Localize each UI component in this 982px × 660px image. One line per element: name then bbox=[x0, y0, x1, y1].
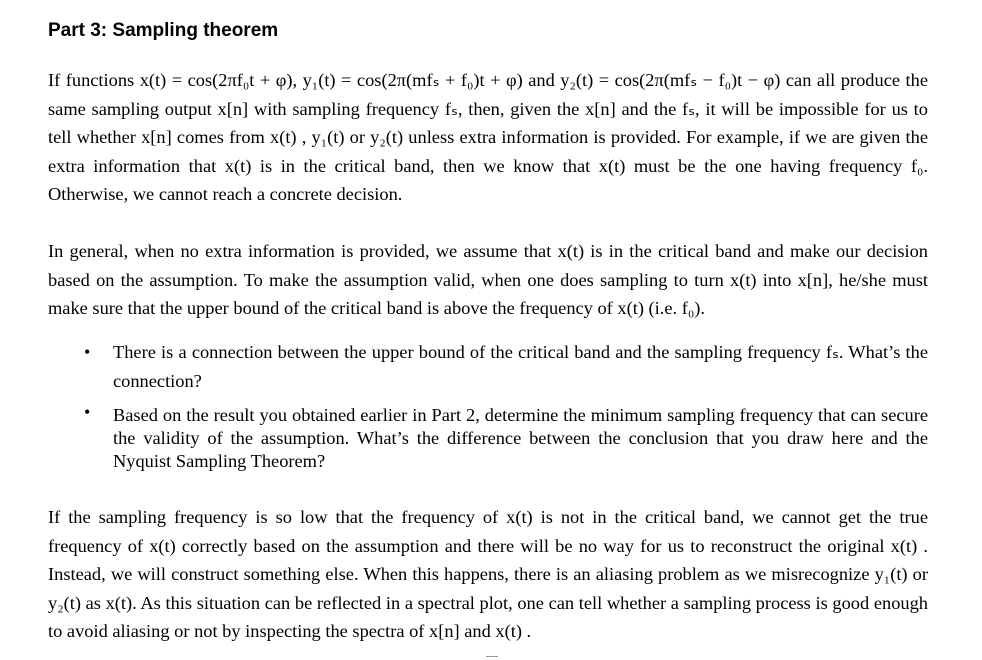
question-list bbox=[48, 338, 928, 473]
list-item bbox=[48, 404, 928, 473]
bullet-icon: • bbox=[84, 342, 91, 362]
question-text: There is a connection between the upper bound of the critical band and the sampling frequency fₛ. What’s the connection? bbox=[113, 342, 928, 391]
paragraph-critical-band-assumption: In general, when no extra information is provided, we assume that x(t) is in the critical band and make our decision based on the assumption. To make the assumption valid, when one does sampling to turn x(t) into x[n], he/she must make sure that the upper bound of the critical band is above the frequency of x(t) (i.e. f₀). bbox=[48, 241, 928, 318]
paragraph-sampling-ambiguity: If functions x(t) = cos(2πf₀t + φ), y₁(t) = cos(2π(mfₛ + f₀)t + φ) and y₂(t) = cos(2π(mfₛ − f₀)t − φ) can all produce the same sampling output x[n] with sampling frequency fₛ, then, given the x[n] and the fₛ, it will be impossible for us to tell whether x[n] comes from x(t) , y₁(t) or y₂(t) unless extra information is provided. For example, if we are given the extra information that x(t) is in the critical band, then we know that x(t) must be the one having frequency f₀. Otherwise, we cannot reach a concrete decision. bbox=[48, 70, 928, 204]
section-heading: Part 3: Sampling theorem bbox=[48, 20, 279, 41]
list-item bbox=[48, 338, 928, 396]
question-text: Based on the result you obtained earlier in Part 2, determine the minimum sampling frequency that can secure the validity of the assumption. What’s the difference between the conclusion that you draw here and the Nyquist Sampling Theorem? bbox=[113, 405, 928, 471]
paragraph-aliasing: If the sampling frequency is so low that the frequency of x(t) is not in the critical band, we cannot get the true frequency of x(t) correctly based on the assumption and there will be no way for us to reconstruct the original x(t) . Instead, we will construct something else. When this happens, there is an aliasing problem as we misrecognize y₁(t) or y₂(t) as x(t). As this situation can be reflected in a spectral plot, one can tell whether a sampling process is good enough to avoid aliasing or not by inspecting the spectra of x[n] and x(t) . bbox=[48, 507, 928, 641]
page-edge-mark bbox=[486, 656, 498, 657]
bullet-icon: • bbox=[84, 402, 91, 422]
